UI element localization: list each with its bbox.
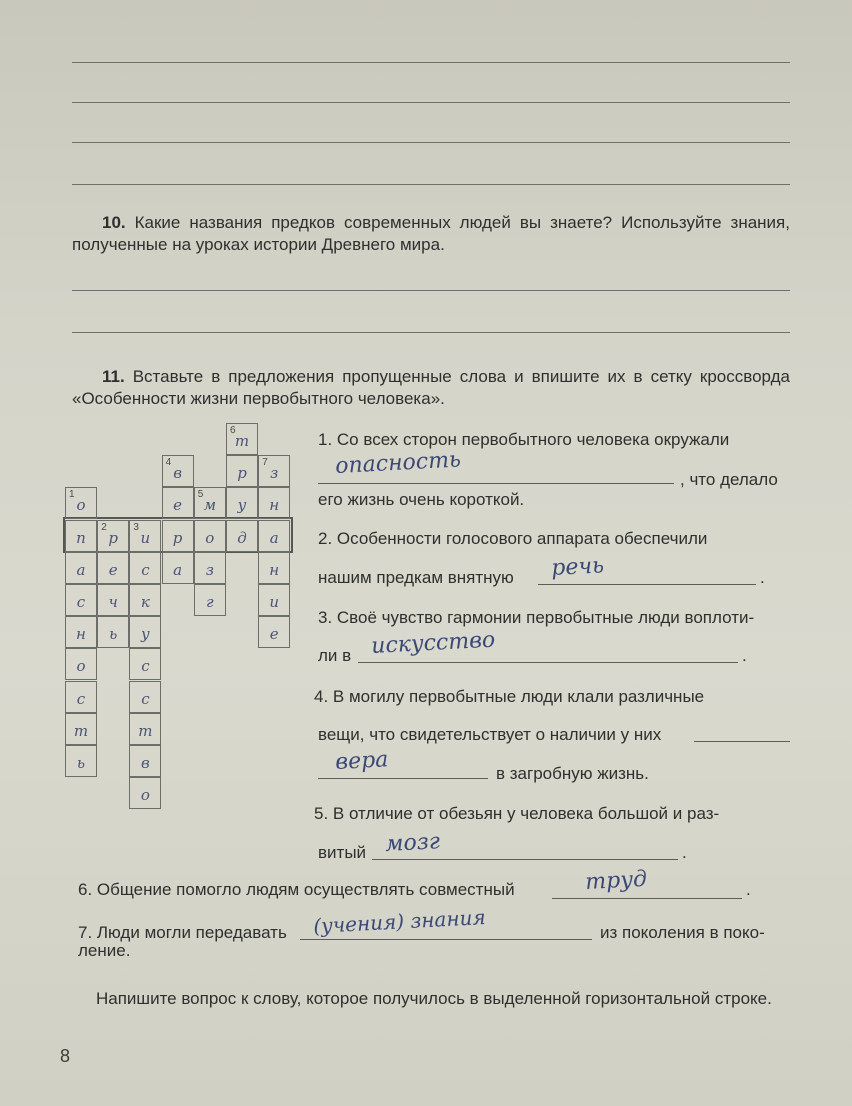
crossword-clue-number: 4 bbox=[165, 457, 172, 469]
crossword-cell[interactable] bbox=[97, 584, 129, 616]
crossword-letter: е bbox=[173, 496, 183, 515]
crossword-letter: т bbox=[234, 432, 250, 450]
page-number: 8 bbox=[60, 1046, 71, 1066]
crossword-letter: с bbox=[76, 593, 86, 611]
crossword-cell[interactable] bbox=[194, 487, 226, 519]
crossword-cell[interactable] bbox=[258, 552, 290, 584]
crossword-cell[interactable] bbox=[65, 520, 97, 552]
crossword-letter: д bbox=[237, 528, 247, 547]
clue-1-after: , что делало bbox=[680, 470, 778, 489]
crossword-letter: а bbox=[173, 560, 183, 579]
crossword-letter: т bbox=[73, 721, 89, 740]
clue-6-before: 6. Общение помогло людям осуществлять совместный bbox=[78, 880, 515, 899]
clue-6-blank[interactable] bbox=[552, 898, 742, 899]
crossword-letter: ь bbox=[76, 754, 86, 772]
clue-3-answer: искусство bbox=[370, 627, 496, 659]
question-11-text: Вставьте в предложения пропущенные слова и впишите их в сетку кроссворда «Особенности жизни первобытного человека». bbox=[72, 367, 790, 408]
clue-3-line1: 3. Своё чувство гармонии первобытные люди воплоти- bbox=[318, 608, 755, 627]
clue-4-blank-a[interactable] bbox=[694, 741, 790, 742]
clue-2-blank[interactable] bbox=[538, 584, 756, 585]
crossword-cell[interactable] bbox=[129, 777, 161, 809]
crossword-letter: ь bbox=[109, 625, 118, 644]
clue-2-after: . bbox=[760, 568, 765, 587]
question-10-text: Какие названия предков современных людей вы знаете? Используйте знания, полученные на уроках истории Древнего мира. bbox=[72, 213, 790, 254]
crossword-cell[interactable] bbox=[129, 616, 161, 648]
clue-5-before: витый bbox=[318, 843, 367, 862]
crossword-cell[interactable] bbox=[226, 487, 258, 519]
crossword-letter: е bbox=[269, 625, 279, 644]
clue-6-answer: труд bbox=[584, 866, 648, 895]
crossword-cell[interactable] bbox=[129, 520, 161, 552]
crossword-letter: с bbox=[141, 560, 150, 579]
clue-3-before: ли в bbox=[318, 646, 352, 665]
crossword-letter: а bbox=[269, 528, 279, 547]
crossword-letter: и bbox=[140, 528, 151, 547]
clue-5-after: . bbox=[682, 843, 687, 862]
crossword-letter: с bbox=[141, 657, 150, 676]
crossword-letter: з bbox=[205, 560, 214, 579]
clue-4-after: в загробную жизнь. bbox=[496, 764, 649, 783]
clue-5-blank[interactable] bbox=[372, 859, 678, 860]
crossword-letter: н bbox=[269, 496, 280, 515]
crossword-clue-number: 2 bbox=[101, 521, 107, 533]
clue-1-line2: его жизнь очень короткой. bbox=[318, 490, 525, 509]
crossword-cell[interactable] bbox=[65, 552, 97, 584]
crossword-clue-number: 6 bbox=[230, 425, 236, 436]
crossword-letter: у bbox=[237, 496, 247, 515]
clue-1-blank[interactable] bbox=[318, 483, 674, 484]
crossword-letter: о bbox=[76, 657, 86, 676]
crossword-letter: с bbox=[76, 689, 86, 708]
crossword-cell[interactable] bbox=[97, 552, 129, 584]
clue-7-blank[interactable] bbox=[300, 939, 592, 940]
crossword-cell[interactable] bbox=[129, 713, 161, 745]
crossword-cell[interactable] bbox=[129, 681, 161, 713]
crossword-letter: р bbox=[237, 464, 247, 483]
clue-2-line1: 2. Особенности голосового аппарата обеспечили bbox=[318, 529, 708, 548]
clue-1-answer: опасность bbox=[334, 447, 462, 479]
crossword-cell[interactable] bbox=[258, 584, 290, 616]
clue-4-line2: вещи, что свидетельствует о наличии у них bbox=[318, 725, 662, 744]
crossword-cell[interactable] bbox=[97, 616, 129, 648]
crossword-cell[interactable] bbox=[65, 745, 97, 777]
crossword-letter: о bbox=[140, 786, 150, 805]
crossword-letter: р bbox=[108, 528, 118, 547]
crossword-cell[interactable] bbox=[162, 455, 194, 487]
crossword-clue-number: 3 bbox=[133, 521, 139, 533]
crossword-letter: в bbox=[173, 464, 182, 483]
crossword-letter: и bbox=[269, 593, 280, 611]
crossword-clue-number: 1 bbox=[69, 489, 75, 501]
crossword-cell[interactable] bbox=[65, 648, 97, 680]
crossword-cell[interactable] bbox=[258, 520, 290, 552]
clue-4-answer: вера bbox=[334, 747, 389, 775]
crossword-cell[interactable] bbox=[65, 616, 97, 648]
crossword-letter: р bbox=[172, 528, 183, 547]
clue-2-answer: речь bbox=[550, 553, 605, 581]
crossword-clue-number: 5 bbox=[197, 489, 204, 501]
question-10-number: 10. bbox=[102, 213, 126, 232]
crossword-cell[interactable] bbox=[162, 487, 194, 519]
clue-3-blank[interactable] bbox=[358, 662, 738, 663]
crossword-cell[interactable] bbox=[258, 616, 290, 648]
clue-6-after: . bbox=[746, 880, 751, 899]
crossword-letter: о bbox=[205, 528, 215, 547]
crossword-cell[interactable] bbox=[258, 487, 290, 519]
crossword-cell[interactable] bbox=[226, 520, 258, 552]
crossword-letter: т bbox=[138, 721, 153, 740]
crossword-cell[interactable] bbox=[258, 455, 290, 487]
crossword-letter: н bbox=[269, 560, 280, 579]
crossword-letter: н bbox=[76, 625, 86, 644]
clue-7-answer: (учения) знания bbox=[312, 905, 487, 938]
crossword-letter: з bbox=[270, 464, 279, 483]
crossword-cell[interactable] bbox=[162, 520, 194, 552]
crossword-cell[interactable] bbox=[65, 713, 97, 745]
clue-7-before: 7. Люди могли передавать bbox=[78, 923, 287, 942]
crossword-cell[interactable] bbox=[162, 552, 194, 584]
clue-7-line2: ление. bbox=[78, 941, 131, 960]
footer-question: Напишите вопрос к слову, которое получилось в выделенной горизонтальной строке. bbox=[96, 989, 772, 1008]
crossword-cell[interactable] bbox=[194, 552, 226, 584]
crossword-cell[interactable] bbox=[194, 584, 226, 616]
question-11-number: 11. bbox=[102, 367, 125, 386]
crossword-cell[interactable] bbox=[194, 520, 226, 552]
crossword-cell[interactable] bbox=[129, 648, 161, 680]
clue-4-line1: 4. В могилу первобытные люди клали различные bbox=[314, 687, 705, 706]
crossword-clue-number: 7 bbox=[262, 457, 268, 469]
clue-2-before: нашим предкам внятную bbox=[318, 568, 514, 587]
clue-4-blank-b[interactable] bbox=[318, 778, 488, 779]
crossword-cell[interactable] bbox=[129, 584, 161, 616]
clue-7-after: из поколения в поко- bbox=[600, 923, 765, 942]
crossword-letter: ч bbox=[108, 593, 118, 611]
crossword-cell[interactable] bbox=[97, 520, 129, 552]
crossword-cell[interactable] bbox=[226, 423, 258, 455]
crossword-letter: м bbox=[203, 496, 217, 515]
crossword-cell[interactable] bbox=[226, 455, 258, 487]
crossword-letter: у bbox=[141, 625, 150, 644]
crossword-cell[interactable] bbox=[65, 584, 97, 616]
crossword-letter: в bbox=[141, 754, 150, 772]
crossword-cell[interactable] bbox=[65, 487, 97, 519]
crossword-cell[interactable] bbox=[129, 552, 161, 584]
crossword-letter: а bbox=[76, 560, 86, 579]
crossword-letter: к bbox=[140, 593, 150, 611]
crossword-letter: с bbox=[141, 689, 150, 708]
clue-1-line1: 1. Со всех сторон первобытного человека окружали bbox=[318, 430, 730, 449]
crossword-letter: п bbox=[76, 528, 86, 547]
clue-5-line1: 5. В отличие от обезьян у человека большой и раз- bbox=[314, 804, 720, 823]
crossword-letter: г bbox=[206, 593, 214, 611]
crossword-letter: о bbox=[76, 496, 86, 515]
crossword-cell[interactable] bbox=[65, 681, 97, 713]
crossword-letter: е bbox=[108, 560, 118, 579]
crossword-cell[interactable] bbox=[129, 745, 161, 777]
clue-3-after: . bbox=[742, 646, 747, 665]
clue-5-answer: мозг bbox=[384, 829, 441, 857]
